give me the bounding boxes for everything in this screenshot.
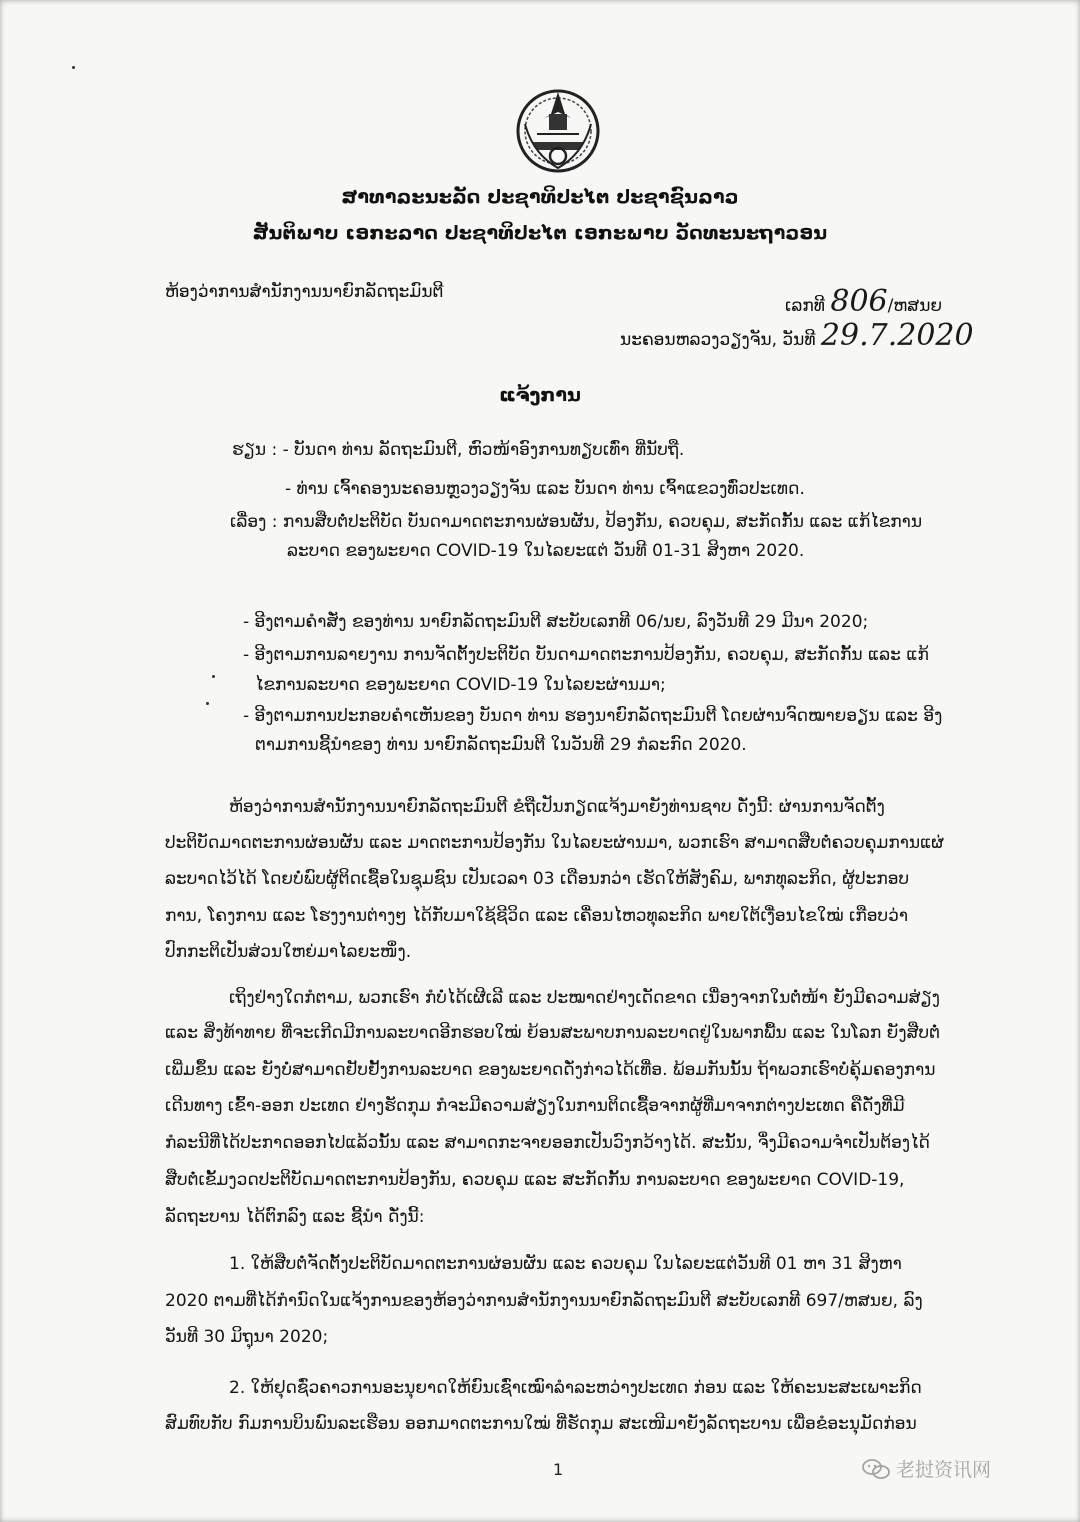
country-name: ສາທາລະນະລັດ ປະຊາທິປະໄຕ ປະຊາຊົນລາວ — [341, 186, 739, 208]
reference-basis-line: ໄຂການລະບາດ ຂອງພະຍາດ COVID-19 ໃນໄລຍະຜ່ານມາ; — [255, 675, 666, 695]
numbered-item-line: 2020 ຕາມທີ່ໄດ້ກຳນົດໃນແຈ້ງການຂອງຫ້ອງວ່າການສຳນັກງານນາຍົກລັດຖະມົນຕີ ສະບັບເລກທີ 697/ຫສນຍ, ລົງ — [165, 1291, 923, 1311]
issuing-office: ຫ້ອງວ່າການສຳນັກງານນາຍົກລັດຖະມົນຕີ — [165, 282, 444, 302]
document-title: ແຈ້ງການ — [499, 384, 581, 406]
scan-speck — [206, 702, 209, 705]
paragraph-line: ເດີນທາງ ເຂົ້າ-ອອກ ປະເທດ ຢ່າງຮັດກຸມ ກໍຈະມີຄວາມສ່ຽງໃນການຕິດເຊື້ອຈາກຜູ້ທີ່ມາຈາກຕ່າງປະເທດ ຄືດັ່ງທີ່ມີ — [165, 1096, 905, 1116]
paragraph-line: ກໍລະນີທີ່ໄດ້ປະກາດອອກໄປແລ້ວນັ້ນ ແລະ ສາມາດກະຈາຍອອກເປັນວົງກວ້າງໄດ້. ສະນັ້ນ, ຈຶ່ງມີຄວາມຈຳເປັນຕ້ອງໄດ້ — [165, 1133, 930, 1153]
recipient-line: ຮຽນ : - ບັນດາ ທ່ານ ລັດຖະມົນຕີ, ຫົວໜ້າອົງການທຽບເທົ່າ ທີ່ນັບຖື. — [232, 440, 685, 460]
paragraph-line: ຫ້ອງວ່າການສຳນັກງານນາຍົກລັດຖະມົນຕີ ຂໍຖືເປັນກຽດແຈ້ງມາຍັງທ່ານຊາບ ດັ່ງນີ້: ຜ່ານການຈັດຕັ້ງ — [229, 797, 885, 817]
reference-basis-line: - ອີງຕາມຄຳສັ່ງ ຂອງທ່ານ ນາຍົກລັດຖະມົນຕີ ສະບັບເລກທີ 06/ນຍ, ລົງວັນທີ 29 ມີນາ 2020; — [243, 612, 869, 632]
reference-basis-line: ຕາມການຊີ້ນຳຂອງ ທ່ານ ນາຍົກລັດຖະມົນຕີ ໃນວັນທີ 29 ກໍລະກົດ 2020. — [255, 735, 747, 755]
paragraph-line: ປົກກະຕິເປັນສ່ວນໃຫຍ່ມາໄລຍະໜຶ່ງ. — [165, 942, 412, 962]
paragraph-line: ເຖິງຢ່າງໃດກໍຕາມ, ພວກເຮົາ ກໍບໍ່ໄດ້ເຜີເລີ ແລະ ປະໝາດຢ່າງເດັດຂາດ ເນື່ອງຈາກໃນຕໍ່ໜ້າ ຍັງມີຄວາມສ່ຽງ — [229, 988, 941, 1008]
scan-speck — [72, 66, 75, 69]
paragraph-line: ລະບາດໄວ້ໄດ້ ໂດຍບໍ່ພົບຜູ້ຕິດເຊື້ອໃນຊຸມຊົນ ເປັນເວລາ 03 ເດືອນກວ່າ ເຮັດໃຫ້ສັງຄົມ, ພາກທຸລະກິດ, ຜູ້ປະກອບ — [165, 869, 910, 889]
paragraph-line: ສືບຕໍ່ເຂັ້ມງວດປະຕິບັດມາດຕະການປ້ອງກັນ, ຄວບຄຸມ ແລະ ສະກັດກັ້ນ ການລະບາດ ຂອງພະຍາດ COVID-19, — [165, 1170, 905, 1190]
reference-prefix: ເລກທີ — [785, 296, 825, 316]
subject-line: ລະບາດ ຂອງພະຍາດ COVID-19 ໃນໄລຍະແຕ່ ວັນທີ 01-31 ສິງຫາ 2020. — [287, 541, 805, 561]
subject-line: ເລື່ອງ : ການສືບຕໍ່ປະຕິບັດ ບັນດາມາດຕະການຜ່ອນຜັນ, ປ້ອງກັນ, ຄວບຄຸມ, ສະກັດກັ້ນ ແລະ ແກ້ໄຂການ — [230, 512, 923, 532]
reference-handwritten-number: 806 — [830, 284, 888, 319]
numbered-item-line: 1. ໃຫ້ສືບຕໍ່ຈັດຕັ້ງປະຕິບັດມາດຕະການຜ່ອນຜັນ ແລະ ຄວບຄຸມ ໃນໄລຍະແຕ່ວັນທີ 01 ຫາ 31 ສິງຫາ — [229, 1254, 902, 1274]
page-number: 1 — [553, 1460, 564, 1479]
numbered-item-line: 2. ໃຫ້ຢຸດຊົ່ວຄາວການອະນຸຍາດໃຫ້ຍົນເຊົ່າເໝົາລຳລະຫວ່າງປະເທດ ກ່ອນ ແລະ ໃຫ້ຄະນະສະເພາະກິດ — [229, 1378, 922, 1398]
date-line — [620, 318, 974, 353]
national-motto: ສັນຕິພາບ ເອກະລາດ ປະຊາທິປະໄຕ ເອກະພາບ ວັດທະນະຖາວອນ — [252, 222, 828, 244]
watermark-text: 老挝资讯网 — [896, 1459, 992, 1481]
reference-number — [785, 284, 942, 319]
reference-basis-line: - ອີງຕາມການລາຍງານ ການຈັດຕັ້ງປະຕິບັດ ບັນດາມາດຕະການປ້ອງກັນ, ຄວບຄຸມ, ສະກັດກັ້ນ ແລະ ແກ້ — [243, 645, 929, 665]
wechat-logo-icon — [862, 1458, 890, 1480]
scan-speck — [212, 675, 215, 678]
paragraph-line: ລັດຖະບານ ໄດ້ຕົກລົງ ແລະ ຊີ້ນຳ ດັ່ງນີ້: — [165, 1207, 425, 1227]
paragraph-line: ການ, ໂຄງການ ແລະ ໂຮງງານຕ່າງໆ ໄດ້ກັບມາໃຊ້ຊີວິດ ແລະ ເຄື່ອນໄຫວທຸລະກິດ ພາຍໃຕ້ເງື່ອນໄຂໃໝ່ ເກືອບວ່າ — [165, 906, 909, 926]
reference-suffix: /ຫສນຍ — [887, 296, 943, 316]
watermark — [862, 1455, 991, 1482]
paragraph-line: ປະຕິບັດມາດຕະການຜ່ອນຜັນ ແລະ ມາດຕະການປ້ອງກັນ ໃນໄລຍະຜ່ານມາ, ພວກເຮົາ ສາມາດສືບຕໍ່ຄວບຄຸມການແຜ່ — [165, 833, 944, 853]
lao-national-emblem-icon — [513, 84, 603, 174]
paragraph-line: ເພີ່ມຂຶ້ນ ແລະ ຍັງບໍ່ສາມາດຢັບຢັ້ງການລະບາດ ຂອງພະຍາດດັ່ງກ່າວໄດ້ເທື່ອ. ພ້ອມກັນນັ້ນ ຖ້າພວກເຮົາບໍ່ຄຸ້ມຄອງການ — [165, 1060, 936, 1080]
handwritten-date: 29.7.2020 — [820, 318, 974, 353]
paragraph-line: ແລະ ສິ່ງທ້າທາຍ ທີ່ຈະເກີດມີການລະບາດອີກຮອບໃໝ່ ຍ້ອນສະພາບການລະບາດຢູ່ໃນພາກພື້ນ ແລະ ໃນໂລກ ຍັງສືບຕໍ່ — [165, 1023, 941, 1043]
date-prefix: ນະຄອນຫລວງວຽງຈັນ, ວັນທີ — [620, 330, 816, 350]
recipient-line: - ທ່ານ ເຈົ້າຄອງນະຄອນຫຼວງວຽງຈັນ ແລະ ບັນດາ ທ່ານ ເຈົ້າແຂວງທົ່ວປະເທດ. — [285, 479, 805, 499]
numbered-item-line: ວັນທີ 30 ມິຖຸນາ 2020; — [165, 1327, 329, 1347]
reference-basis-line: - ອີງຕາມການປະກອບຄຳເຫັນຂອງ ບັນດາ ທ່ານ ຮອງນາຍົກລັດຖະມົນຕີ ໂດຍຜ່ານຈົດໝາຍອຽນ ແລະ ອີງ — [243, 706, 943, 726]
numbered-item-line: ສົມທົບກັບ ກົມການບິນພົນລະເຮືອນ ອອກມາດຕະການໃໝ່ ທີ່ຮັດກຸມ ສະເໜີມາຍັງລັດຖະບານ ເພື່ອຂໍອະນຸມັດກ່ອນ — [165, 1414, 917, 1434]
